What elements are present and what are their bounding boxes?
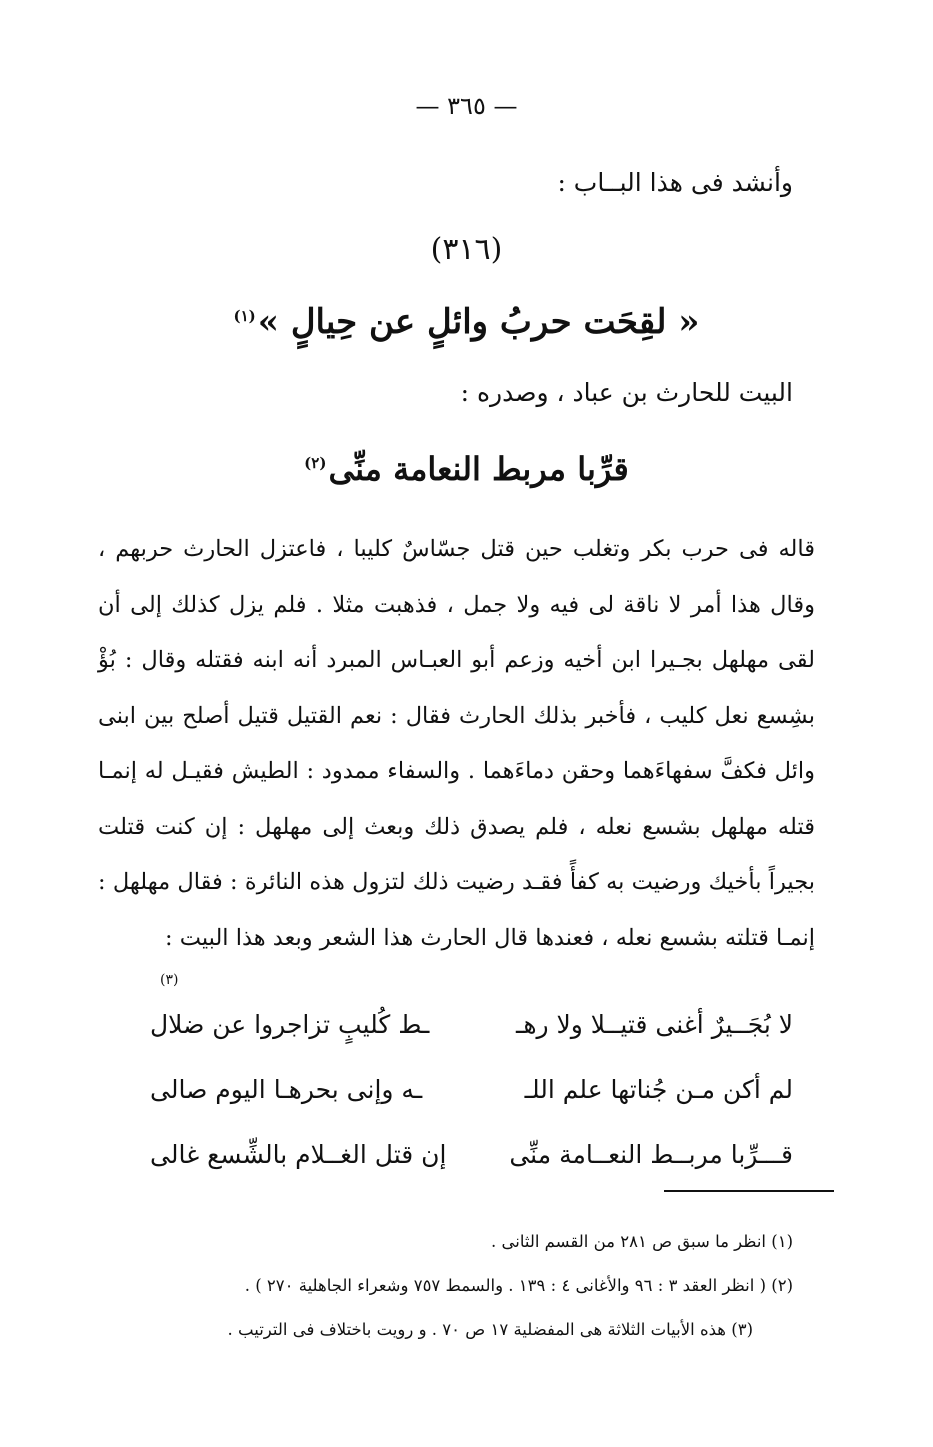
- verse-first-hemistich: لا بُجَــيرٌ أغنى قتيــلا ولا رهـ: [516, 1010, 793, 1039]
- footnotes: [100, 1220, 793, 1352]
- poem-verse: [150, 1122, 793, 1187]
- poem-verse: [150, 1057, 793, 1122]
- proverb-note-ref: (١): [233, 306, 256, 325]
- footnote: (٣) هذه الأبيات الثلاثة هى المفضلية ١٧ ص ٧٠ . و رويت باختلاف فى الترتيب .: [227, 1320, 753, 1339]
- poem-block: [150, 972, 793, 1187]
- proverb-heading: [0, 302, 933, 342]
- hemistich-heading: [0, 450, 933, 488]
- hemistich-text: قرِّبا مربط النعامة منِّى: [328, 450, 629, 488]
- verse-first-hemistich: لم أكن مـن جُناتها علم اللـ: [524, 1075, 793, 1104]
- verse-second-hemistich: ـه وإنى بحرهـا اليوم صالى: [150, 1075, 423, 1104]
- attribution-line: البيت للحارث بن عباد ، وصدره :: [460, 378, 793, 407]
- hemistich-note-ref: (٢): [304, 454, 327, 473]
- entry-number: (٣١٦): [430, 232, 503, 267]
- intro-line: وأنشد فى هذا البــاب :: [557, 168, 793, 197]
- verse-second-hemistich: إن قتل الغــلام بالشِّسع غالى: [150, 1140, 447, 1169]
- footnote: (١) انظر ما سبق ص ٢٨١ من القسم الثانى .: [490, 1232, 793, 1251]
- proverb-text: « لقِحَت حربُ وائلٍ عن حِيالٍ »: [257, 302, 700, 342]
- footnote: (٢) ( انظر العقد ٣ : ٩٦ والأغانى ٤ : ١٣٩ . والسمط ٧٥٧ وشعراء الجاهلية ٢٧٠ ) .: [244, 1276, 793, 1295]
- verse-first-hemistich: قـــرِّبا مربــط النعــامة منِّى: [509, 1140, 793, 1169]
- poem-verse: [150, 992, 793, 1057]
- paragraph-text: قاله فى حرب بكر وتغلب حين قتل جسّاسٌ كليبا ، فاعتزل الحارث حربهم ، وقال هذا أمر لا ناقة لى فيه ولا جمل ، فذهبت مثلا . فلم يزل كذلك إلى أن لقى مهلهل بجـيرا ابن أخيه وزعم أبو العبـاس المبرد أنه ابنه فقتله وقال : بُؤْ بشِسع نعل كليب ، فأخبر بذلك الحارث فقال : نعم القتيل قتيل أصلح بين ابنى وائل فكفَّ سفهاءَهما وحقن دماءَهما . والسفاء ممدود : الطيش فقيـل له إنمـا قتله مهلهل بشسع نعله ، فلم يصدق ذلك وبعث إلى مهلهل : إن كنت قتلت بجيراً بأخيك ورضيت به كفأً فقـد رضيت ذلك لتزول هذه النائرة : فقال مهلهل : إنمـا قتلته بشسع نعله ، فعندها قال الحارث هذا الشعر وبعد هذا البيت :: [98, 536, 815, 951]
- poem-note-ref: (٣): [160, 972, 179, 988]
- verse-second-hemistich: ـط كُليبٍ تزاجروا عن ضلال: [150, 1010, 430, 1039]
- page-number: — ٣٦٥ —: [415, 92, 518, 120]
- body-paragraph: [98, 522, 815, 966]
